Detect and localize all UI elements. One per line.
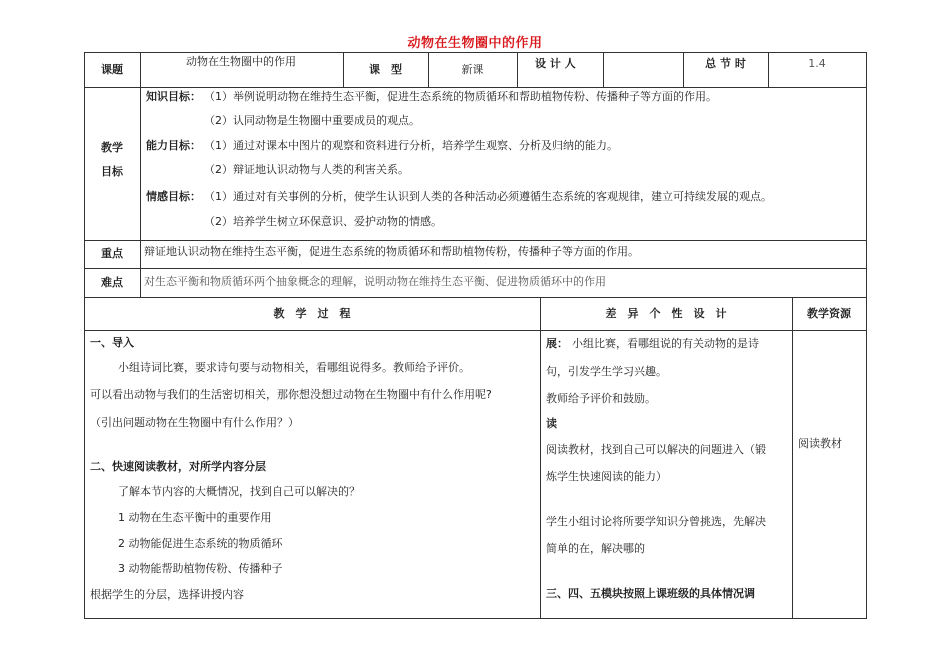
hours-value: 1.4 (808, 57, 826, 70)
discussion-text: 简单的在，解决哪的 (546, 542, 645, 555)
display-text: 小组比赛，看哪组说的有关动物的是诗 (572, 337, 759, 350)
type-value: 新课 (461, 63, 484, 76)
table-rule (517, 52, 518, 88)
table-rule (140, 87, 141, 297)
difficulty-text: 对生态平衡和物质循环两个抽象概念的理解，说明动物在维持生态平衡、促进物质循环中的作用 (144, 275, 606, 288)
table-rule (603, 52, 604, 88)
ability-item: （2）辩证地认识动物与人类的利害关系。 (204, 163, 409, 176)
discussion-text: 学生小组讨论将所要学知识分曾挑选，先解决 (546, 515, 766, 528)
key-point-text: 辩证地认识动物在维持生态平衡，促进生态系统的物质循环和帮助植物传粉，传播种子等方面的作用。 (144, 245, 639, 258)
list-item: 3 动物能帮助植物传粉、传播种子 (118, 562, 283, 575)
modules-note: 三、四、五模块按照上课班级的具体情况调 (546, 587, 755, 600)
key-point-label: 重点 (101, 247, 123, 260)
ability-label: 能力目标： (146, 139, 201, 152)
page-title: 动物在生物圈中的作用 (407, 36, 543, 51)
list-item: 1 动物在生态平衡中的重要作用 (118, 511, 272, 524)
table-border-right (866, 52, 867, 618)
section-intro-text: （引出问题动物在生物圈中有什么作用？） (90, 416, 299, 429)
section-reading-title: 二、快速阅读教材，对所学内容分层 (90, 460, 266, 473)
table-rule (84, 268, 867, 269)
table-rule (140, 52, 141, 88)
type-label: 课 型 (369, 63, 402, 76)
designer-label: 设 计 人 (535, 57, 576, 70)
knowledge-label: 知识目标： (146, 90, 201, 103)
display-text: 教师给予评价和鼓励。 (546, 392, 656, 405)
section-reading-text: 了解本节内容的大概情况，找到自己可以解决的？ (118, 485, 360, 498)
display-label: 展： (546, 337, 568, 350)
table-rule (84, 297, 867, 298)
process-header: 教 学 过 程 (273, 307, 351, 320)
knowledge-item: （2）认同动物是生物圈中重要成员的观点。 (204, 114, 420, 127)
table-border-top (84, 52, 867, 53)
knowledge-item: （1）举例说明动物在维持生态平衡，促进生态系统的物质循环和帮助植物传粉、传播种子等方面的作用。 (204, 90, 717, 103)
emotion-label: 情感目标： (146, 190, 201, 203)
objectives-label: 目标 (101, 165, 123, 178)
table-rule (84, 240, 867, 241)
hours-label: 总 节 时 (705, 57, 746, 70)
list-item: 2 动物能促进生态系统的物质循环 (118, 537, 283, 550)
read-text: 炼学生快速阅读的能力） (546, 470, 667, 483)
difficulty-label: 难点 (101, 276, 123, 289)
table-rule (540, 297, 541, 618)
read-text: 阅读教材，找到自己可以解决的问题进入（锻 (546, 443, 766, 456)
section-intro-title: 一、导入 (90, 336, 134, 349)
topic-label: 课题 (101, 63, 123, 76)
differentiation-header: 差 异 个 性 设 计 (605, 307, 727, 320)
table-rule (84, 330, 867, 331)
section-intro-text: 可以看出动物与我们的生活密切相关，那你想没想过动物在生物圈中有什么作用呢? (90, 388, 492, 401)
objectives-label: 教学 (101, 141, 123, 154)
ability-item: （1）通过对课本中图片的观察和资料进行分析，培养学生观察、分析及归纳的能力。 (204, 139, 618, 152)
table-rule (84, 87, 867, 88)
resource-text: 阅读教材 (798, 437, 842, 450)
table-border-bottom (84, 618, 867, 619)
resources-header: 教学资源 (807, 307, 851, 320)
table-rule (792, 297, 793, 618)
emotion-item: （1）通过对有关事例的分析，使学生认识到人类的各种活动必须遵循生态系统的客观规律，建立可持续发展的观点。 (204, 190, 772, 203)
section-intro-text: 小组诗词比赛，要求诗句要与动物相关，看哪组说得多。教师给予评价。 (118, 361, 470, 374)
section-reading-text: 根据学生的分层，选择讲授内容 (90, 588, 244, 601)
read-title: 读 (546, 417, 557, 430)
display-text: 句，引发学生学习兴趣。 (546, 365, 667, 378)
table-border-left (84, 52, 85, 618)
emotion-item: （2）培养学生树立环保意识、爱护动物的情感。 (204, 215, 442, 228)
topic-value: 动物在生物圈中的作用 (186, 55, 296, 68)
